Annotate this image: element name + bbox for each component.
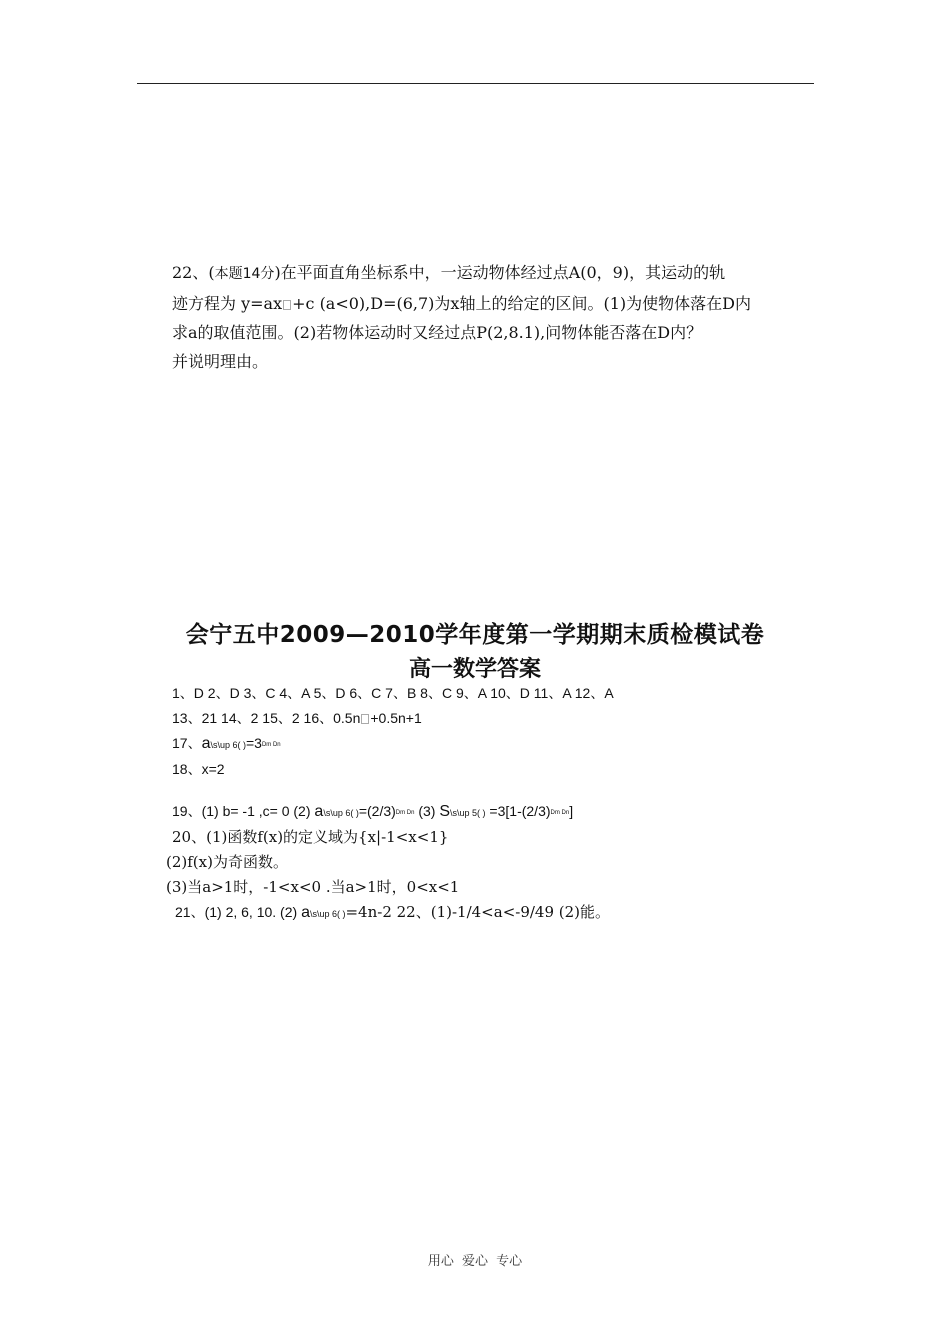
text: +0.5n+1 — [370, 710, 422, 726]
header-rule — [137, 83, 814, 84]
answer-row-8: (3)当a>1时，-1<x<0 .当a>1时，0<x<1 — [166, 878, 460, 896]
answer-row-9 — [175, 901, 610, 922]
math-letter: S — [439, 803, 451, 820]
text: 13、21 14、2 15、2 16、0.5n — [172, 710, 361, 726]
answer-row-3 — [172, 733, 281, 753]
tiny-text: Dm Dn — [550, 810, 570, 816]
tiny-text: Dm Dn — [261, 742, 281, 748]
field-code: \s\up 5( ) — [450, 808, 486, 818]
text: =(2/3) — [358, 803, 396, 819]
score-tag: 本题14分 — [214, 266, 275, 282]
field-code: \s\up 6( ) — [323, 808, 359, 818]
text: =4n-2 22、(1)-1/4<a<-9/49 (2)能。 — [345, 903, 611, 921]
text: =3[1-(2/3) — [485, 803, 551, 819]
math-letter: a — [201, 735, 211, 752]
field-code: \s\up 6( ) — [210, 740, 246, 750]
placeholder-glyph-icon — [283, 300, 291, 310]
text: (3) — [414, 803, 440, 819]
math-letter: a — [314, 803, 324, 820]
answer-subtitle: 高一数学答案 — [408, 657, 541, 682]
placeholder-glyph-icon — [361, 714, 369, 724]
text: 22、( — [172, 263, 215, 282]
question-22-line-1 — [172, 258, 820, 289]
answer-row-6: 20、(1)函数f(x)的定义域为{x|-1<x<1} — [172, 828, 449, 846]
answer-row-5 — [172, 801, 573, 821]
text: ] — [569, 803, 574, 819]
text: +c (a<0),D=(6,7)为x轴上的给定的区间。(1)为使物体落在D内 — [292, 294, 751, 313]
question-22 — [172, 258, 820, 376]
answer-row-2 — [172, 708, 422, 728]
answer-row-1: 1、D 2、D 3、C 4、A 5、D 6、C 7、B 8、C 9、A 10、D 11、A 12、A — [172, 685, 614, 701]
answer-row-7: (2)f(x)为奇函数。 — [166, 853, 288, 871]
field-code: \s\up 6( ) — [309, 909, 346, 919]
answer-row-4: 18、x=2 — [172, 761, 225, 777]
text: =3 — [246, 735, 262, 751]
page-footer: 用心 爱心 专心 — [427, 1254, 523, 1269]
answer-title: 会宁五中2009—2010学年度第一学期期末质检模试卷 — [185, 622, 765, 648]
question-22-line-4: 并说明理由。 — [172, 352, 269, 371]
text: 迹方程为 y=ax — [172, 294, 283, 313]
question-22-line-3: 求a的取值范围。(2)若物体运动时又经过点P(2,8.1),问物体能否落在D内？ — [172, 323, 703, 342]
text: 19、(1) b= -1 ,c= 0 (2) — [172, 803, 315, 819]
text: 21、(1) 2, 6, 10. (2) — [175, 904, 302, 920]
math-letter: a — [301, 904, 310, 921]
text: )在平面直角坐标系中，一运动物体经过点A(0，9)，其运动的轨 — [274, 263, 726, 282]
tiny-text: Dm Dn — [395, 810, 415, 816]
text: 17、 — [172, 735, 202, 751]
question-22-line-2 — [172, 289, 820, 318]
